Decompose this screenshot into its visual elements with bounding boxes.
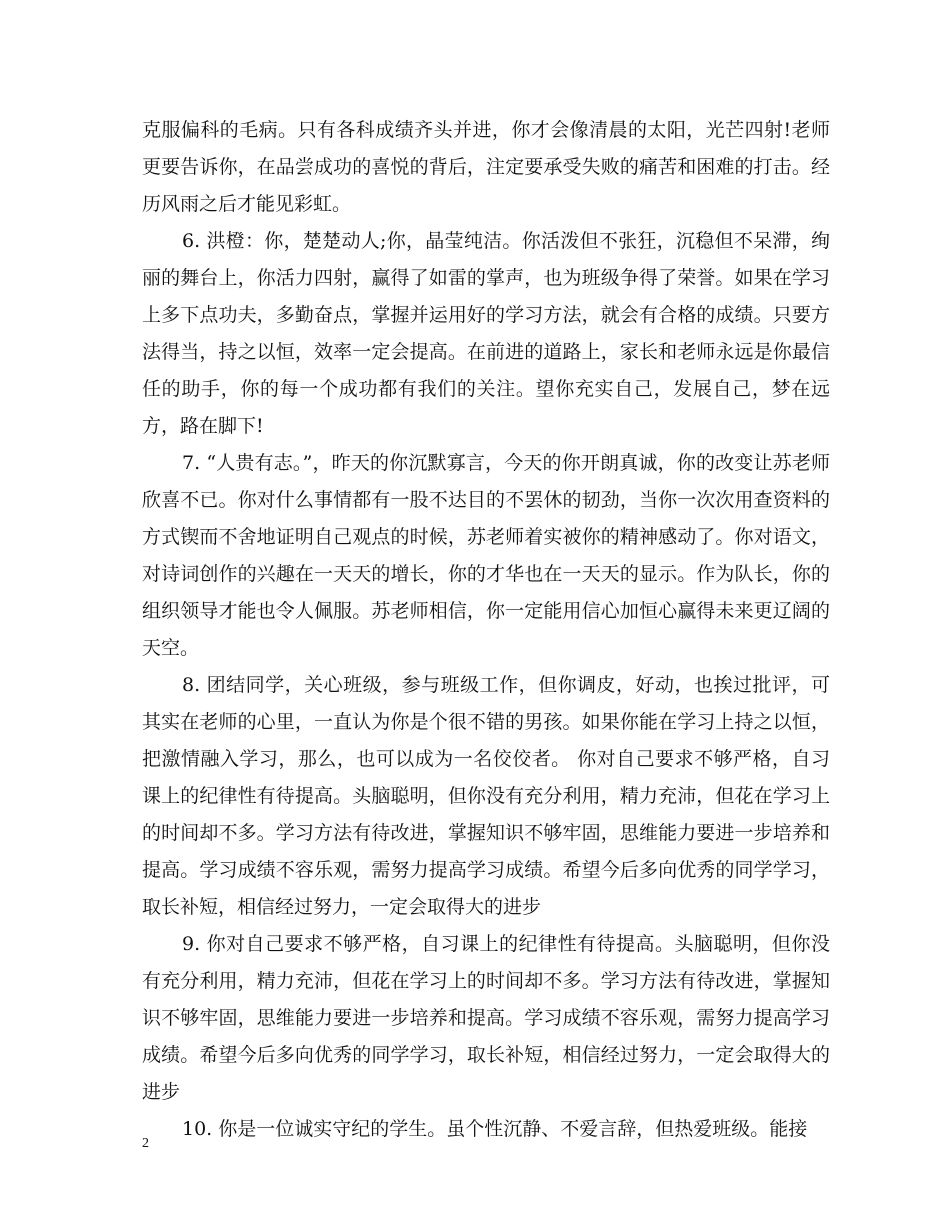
paragraph-item-7: 7. “人贵有志。”，昨天的你沉默寡言，今天的你开朗真诚，你的改变让苏老师欣喜不已。你对什么事情都有一股不达目的不罢休的韧劲，当你一次次用查资料的方式锲而不舍地证明自己观点的时候，苏老师着实被你的精神感动了。你对语文，对诗词创作的兴趣在一天天的增长，你的才华也在一天天的显示。作为队长，你的组织领导才能也令人佩服。苏老师相信，你一定能用信心加恒心赢得未来更辽阔的天空。: [142, 452, 830, 659]
paragraph-item-9: 9. 你对自己要求不够严格，自习课上的纪律性有待提高。头脑聪明，但你没有充分利用，精力充沛，但花在学习上的时间却不多。学习方法有待改进，掌握知识不够牢固，思维能力要进一步培养和提高。学习成绩不容乐观，需努力提高学习成绩。希望今后多向优秀的同学学习，取长补短，相信经过努力，一定会取得大的进步: [142, 933, 830, 1103]
paragraph-continuation: 克服偏科的毛病。只有各科成绩齐头并进，你才会像清晨的太阳，光芒四射!老师更要告诉你，在品尝成功的喜悦的背后，注定要承受失败的痛苦和困难的打击。经历风雨之后才能见彩虹。: [142, 119, 830, 215]
page-number: 2: [142, 1136, 149, 1151]
document-body: [142, 112, 830, 1148]
paragraph-item-10: 10. 你是一位诚实守纪的学生。虽个性沉静、不爱言辞，但热爱班级。能接: [182, 1118, 808, 1140]
paragraph-item-6: 6. 洪橙：你，楚楚动人;你，晶莹纯洁。你活泼但不张狂，沉稳但不呆滞，绚丽的舞台上，你活力四射，赢得了如雷的掌声，也为班级争得了荣誉。如果在学习上多下点功夫，多勤奋点，掌握并运用好的学习方法，就会有合格的成绩。只要方法得当，持之以恒，效率一定会提高。在前进的道路上，家长和老师永远是你最信任的助手，你的每一个成功都有我们的关注。望你充实自己，发展自己，梦在远方，路在脚下!: [142, 230, 830, 437]
paragraph-item-8: 8. 团结同学，关心班级，参与班级工作，但你调皮，好动，也挨过批评，可其实在老师的心里，一直认为你是个很不错的男孩。如果你能在学习上持之以恒，把激情融入学习，那么，也可以成为一名佼佼者。 你对自己要求不够严格，自习课上的纪律性有待提高。头脑聪明，但你没有充分利用，精力充沛，但花在学习上的时间却不多。学习方法有待改进，掌握知识不够牢固，思维能力要进一步培养和提高。学习成绩不容乐观，需努力提高学习成绩。希望今后多向优秀的同学学习，取长补短，相信经过努力，一定会取得大的进步: [142, 674, 830, 918]
